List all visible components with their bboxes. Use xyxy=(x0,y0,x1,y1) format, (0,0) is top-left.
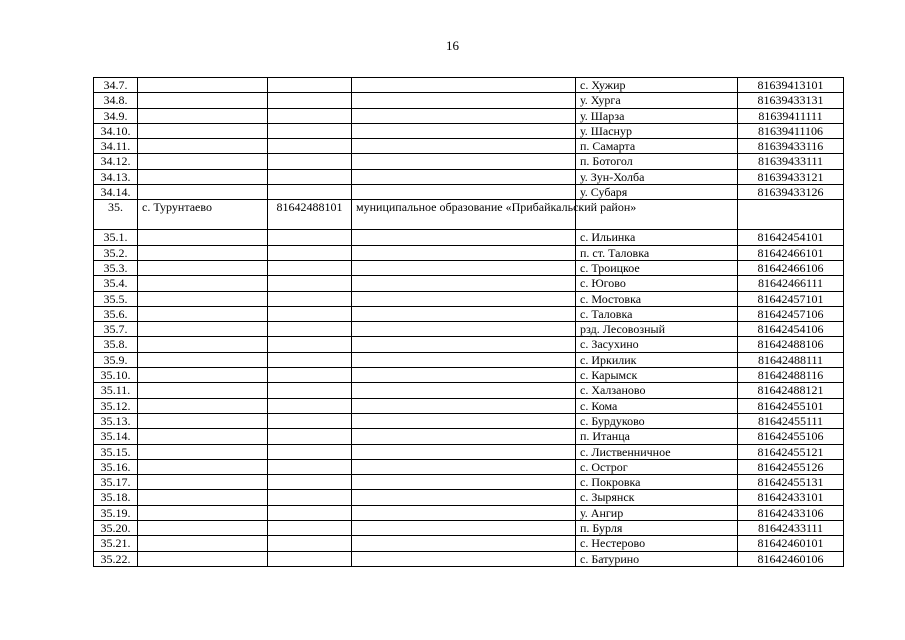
municipality-cell xyxy=(352,260,576,275)
table-row xyxy=(94,521,844,536)
oktmo-code-cell: 81642433101 xyxy=(738,490,844,505)
oktmo-code-cell: 81639433126 xyxy=(738,185,844,200)
oktmo-code-cell: 81642466111 xyxy=(738,276,844,291)
municipality-cell xyxy=(352,368,576,383)
municipality-cell xyxy=(352,169,576,184)
settlement-code-cell xyxy=(268,352,352,367)
settlement-code-cell xyxy=(268,185,352,200)
row-number-cell: 35.9. xyxy=(94,352,138,367)
municipality-cell xyxy=(352,459,576,474)
municipality-cell xyxy=(352,505,576,520)
settlement-code-cell xyxy=(268,368,352,383)
locality-cell: с. Таловка xyxy=(576,306,738,321)
locality-cell: п. Ботогол xyxy=(576,154,738,169)
locality-cell: у. Шаснур xyxy=(576,123,738,138)
row-number-cell: 35.6. xyxy=(94,306,138,321)
row-number-cell: 35.10. xyxy=(94,368,138,383)
table-row xyxy=(94,276,844,291)
row-number-cell: 35.22. xyxy=(94,551,138,566)
settlement-code-cell xyxy=(268,154,352,169)
oktmo-code-cell: 81642457101 xyxy=(738,291,844,306)
municipality-cell xyxy=(352,78,576,93)
row-number-cell: 35.8. xyxy=(94,337,138,352)
settlement-cell xyxy=(138,123,268,138)
settlement-cell xyxy=(138,322,268,337)
settlement-code-cell xyxy=(268,245,352,260)
oktmo-code-cell: 81639433111 xyxy=(738,154,844,169)
locality-cell: с. Бурдуково xyxy=(576,413,738,428)
municipality-cell xyxy=(352,413,576,428)
settlement-cell xyxy=(138,459,268,474)
table-row xyxy=(94,413,844,428)
row-number-cell: 35.1. xyxy=(94,230,138,245)
settlement-cell xyxy=(138,505,268,520)
locality-cell: у. Ангир xyxy=(576,505,738,520)
locality-cell: с. Троицкое xyxy=(576,260,738,275)
settlement-cell xyxy=(138,291,268,306)
oktmo-code-cell: 81642455106 xyxy=(738,429,844,444)
municipality-cell xyxy=(352,123,576,138)
settlement-cell xyxy=(138,429,268,444)
settlement-cell xyxy=(138,154,268,169)
table-row xyxy=(94,93,844,108)
oktmo-code-cell: 81642454101 xyxy=(738,230,844,245)
settlement-cell xyxy=(138,413,268,428)
settlement-cell xyxy=(138,78,268,93)
row-number-cell: 35.16. xyxy=(94,459,138,474)
locality-cell: п. Самарта xyxy=(576,139,738,154)
municipality-cell xyxy=(352,306,576,321)
row-number-cell: 34.14. xyxy=(94,185,138,200)
settlement-code-cell xyxy=(268,490,352,505)
locality-cell: с. Нестерово xyxy=(576,536,738,551)
row-number-cell: 35.2. xyxy=(94,245,138,260)
oktmo-code-cell: 81642455121 xyxy=(738,444,844,459)
oktmo-code-cell: 81642455126 xyxy=(738,459,844,474)
municipality-cell xyxy=(352,536,576,551)
row-number-cell: 35.3. xyxy=(94,260,138,275)
table-row xyxy=(94,337,844,352)
table-row xyxy=(94,291,844,306)
row-number-cell: 35.7. xyxy=(94,322,138,337)
locality-cell: у. Субаря xyxy=(576,185,738,200)
settlement-code-cell xyxy=(268,230,352,245)
page-number: 16 xyxy=(446,38,459,53)
settlement-code-cell xyxy=(268,123,352,138)
oktmo-code-cell: 81642488121 xyxy=(738,383,844,398)
settlement-cell xyxy=(138,260,268,275)
locality-cell: с. Зырянск xyxy=(576,490,738,505)
municipality-cell xyxy=(352,93,576,108)
settlements-table xyxy=(93,77,844,567)
municipality-cell xyxy=(352,230,576,245)
oktmo-code-cell: 81639411106 xyxy=(738,123,844,138)
oktmo-code-cell: 81642455111 xyxy=(738,413,844,428)
row-number-cell: 35.19. xyxy=(94,505,138,520)
locality-cell: с. Кома xyxy=(576,398,738,413)
settlement-code-cell xyxy=(268,536,352,551)
settlement-code-cell xyxy=(268,459,352,474)
locality-cell: с. Хужир xyxy=(576,78,738,93)
settlement-code-cell xyxy=(268,383,352,398)
row-number-cell: 34.8. xyxy=(94,93,138,108)
oktmo-code-cell: 81642488116 xyxy=(738,368,844,383)
oktmo-code-cell: 81639433121 xyxy=(738,169,844,184)
row-number-cell: 34.11. xyxy=(94,139,138,154)
locality-cell: с. Покровка xyxy=(576,475,738,490)
settlement-cell xyxy=(138,383,268,398)
oktmo-code-cell: 81642455101 xyxy=(738,398,844,413)
table-row xyxy=(94,398,844,413)
municipality-cell xyxy=(352,551,576,566)
municipality-cell xyxy=(352,521,576,536)
settlement-code-cell xyxy=(268,276,352,291)
locality-cell: с. Засухино xyxy=(576,337,738,352)
oktmo-code-cell xyxy=(738,200,844,230)
settlement-code-cell xyxy=(268,337,352,352)
settlement-code-cell xyxy=(268,505,352,520)
table-row xyxy=(94,185,844,200)
settlement-code-cell xyxy=(268,413,352,428)
table-row xyxy=(94,429,844,444)
settlement-cell xyxy=(138,337,268,352)
oktmo-code-cell: 81642460101 xyxy=(738,536,844,551)
settlement-cell xyxy=(138,475,268,490)
settlement-cell xyxy=(138,108,268,123)
table-body xyxy=(94,78,844,567)
locality-cell: п. Итанца xyxy=(576,429,738,444)
settlement-code-cell xyxy=(268,322,352,337)
table-row xyxy=(94,444,844,459)
municipality-cell xyxy=(352,139,576,154)
settlement-cell xyxy=(138,490,268,505)
settlement-cell xyxy=(138,139,268,154)
locality-cell: с. Ильинка xyxy=(576,230,738,245)
municipality-cell xyxy=(352,383,576,398)
table-row xyxy=(94,108,844,123)
settlement-code-cell xyxy=(268,108,352,123)
settlement-cell xyxy=(138,352,268,367)
oktmo-code-cell: 81642433111 xyxy=(738,521,844,536)
municipality-cell xyxy=(352,154,576,169)
row-number-cell: 35.4. xyxy=(94,276,138,291)
table-row xyxy=(94,139,844,154)
settlement-code-cell xyxy=(268,78,352,93)
oktmo-code-cell: 81642454106 xyxy=(738,322,844,337)
row-number-cell: 35.21. xyxy=(94,536,138,551)
settlement-code-cell xyxy=(268,169,352,184)
oktmo-code-cell: 81642466101 xyxy=(738,245,844,260)
settlement-code-cell xyxy=(268,306,352,321)
table-row xyxy=(94,505,844,520)
table-row xyxy=(94,123,844,138)
settlement-cell xyxy=(138,398,268,413)
row-number-cell: 35.17. xyxy=(94,475,138,490)
settlement-cell xyxy=(138,551,268,566)
oktmo-code-cell: 81642457106 xyxy=(738,306,844,321)
oktmo-code-cell: 81639413101 xyxy=(738,78,844,93)
locality-cell: п. Бурля xyxy=(576,521,738,536)
row-number-cell: 34.7. xyxy=(94,78,138,93)
settlement-cell xyxy=(138,93,268,108)
settlement-cell xyxy=(138,169,268,184)
table-row xyxy=(94,245,844,260)
municipality-cell xyxy=(352,490,576,505)
row-number-cell: 35.18. xyxy=(94,490,138,505)
row-number-cell: 34.10. xyxy=(94,123,138,138)
settlement-cell xyxy=(138,276,268,291)
settlement-code-cell: 81642488101 xyxy=(268,200,352,230)
settlement-cell: с. Турунтаево xyxy=(138,200,268,230)
table-row xyxy=(94,78,844,93)
settlement-cell xyxy=(138,306,268,321)
oktmo-code-cell: 81639411111 xyxy=(738,108,844,123)
settlement-code-cell xyxy=(268,291,352,306)
settlement-code-cell xyxy=(268,521,352,536)
settlement-code-cell xyxy=(268,429,352,444)
locality-cell: с. Югово xyxy=(576,276,738,291)
municipality-cell xyxy=(352,352,576,367)
settlement-code-cell xyxy=(268,398,352,413)
row-number-cell: 35.13. xyxy=(94,413,138,428)
locality-cell: у. Хурга xyxy=(576,93,738,108)
municipality-cell xyxy=(352,337,576,352)
locality-cell: с. Мостовка xyxy=(576,291,738,306)
oktmo-code-cell: 81642455131 xyxy=(738,475,844,490)
row-number-cell: 35.20. xyxy=(94,521,138,536)
locality-cell: с. Острог xyxy=(576,459,738,474)
settlement-cell xyxy=(138,185,268,200)
locality-cell: рзд. Лесовозный xyxy=(576,322,738,337)
row-number-cell: 34.9. xyxy=(94,108,138,123)
locality-cell: у. Шарза xyxy=(576,108,738,123)
locality-cell: с. Халзаново xyxy=(576,383,738,398)
oktmo-code-cell: 81642433106 xyxy=(738,505,844,520)
table-row xyxy=(94,154,844,169)
locality-cell: с. Иркилик xyxy=(576,352,738,367)
settlement-cell xyxy=(138,444,268,459)
row-number-cell: 34.13. xyxy=(94,169,138,184)
table-row xyxy=(94,536,844,551)
municipality-cell xyxy=(352,429,576,444)
settlement-cell xyxy=(138,230,268,245)
settlement-cell xyxy=(138,245,268,260)
table-row xyxy=(94,322,844,337)
row-number-cell: 35.14. xyxy=(94,429,138,444)
table-row xyxy=(94,368,844,383)
settlement-code-cell xyxy=(268,93,352,108)
oktmo-code-cell: 81642466106 xyxy=(738,260,844,275)
municipality-cell xyxy=(352,245,576,260)
oktmo-code-cell: 81642460106 xyxy=(738,551,844,566)
settlement-cell xyxy=(138,368,268,383)
table-row xyxy=(94,200,844,230)
municipality-cell xyxy=(352,398,576,413)
table-row xyxy=(94,352,844,367)
table-row xyxy=(94,459,844,474)
table-row xyxy=(94,490,844,505)
municipality-cell xyxy=(352,108,576,123)
municipality-cell xyxy=(352,276,576,291)
row-number-cell: 35.5. xyxy=(94,291,138,306)
municipality-cell: муниципальное образование «Прибайкальский район» xyxy=(352,200,576,230)
locality-cell: с. Батурино xyxy=(576,551,738,566)
settlement-code-cell xyxy=(268,260,352,275)
municipality-cell xyxy=(352,444,576,459)
table-row xyxy=(94,475,844,490)
settlement-code-cell xyxy=(268,444,352,459)
settlement-cell xyxy=(138,521,268,536)
locality-cell: п. ст. Таловка xyxy=(576,245,738,260)
table-row xyxy=(94,383,844,398)
table-row xyxy=(94,551,844,566)
locality-cell: с. Лиственничное xyxy=(576,444,738,459)
settlement-code-cell xyxy=(268,551,352,566)
row-number-cell: 35.15. xyxy=(94,444,138,459)
row-number-cell: 34.12. xyxy=(94,154,138,169)
table-row xyxy=(94,169,844,184)
municipality-cell xyxy=(352,291,576,306)
row-number-cell: 35.12. xyxy=(94,398,138,413)
locality-cell: у. Зун-Холба xyxy=(576,169,738,184)
oktmo-code-cell: 81642488111 xyxy=(738,352,844,367)
oktmo-code-cell: 81639433116 xyxy=(738,139,844,154)
oktmo-code-cell: 81642488106 xyxy=(738,337,844,352)
row-number-cell: 35.11. xyxy=(94,383,138,398)
row-number-cell: 35. xyxy=(94,200,138,230)
locality-cell: с. Карымск xyxy=(576,368,738,383)
table-row xyxy=(94,230,844,245)
settlement-code-cell xyxy=(268,139,352,154)
table-row xyxy=(94,306,844,321)
municipality-cell xyxy=(352,322,576,337)
settlement-cell xyxy=(138,536,268,551)
table-row xyxy=(94,260,844,275)
municipality-cell xyxy=(352,475,576,490)
settlement-code-cell xyxy=(268,475,352,490)
oktmo-code-cell: 81639433131 xyxy=(738,93,844,108)
municipality-cell xyxy=(352,185,576,200)
